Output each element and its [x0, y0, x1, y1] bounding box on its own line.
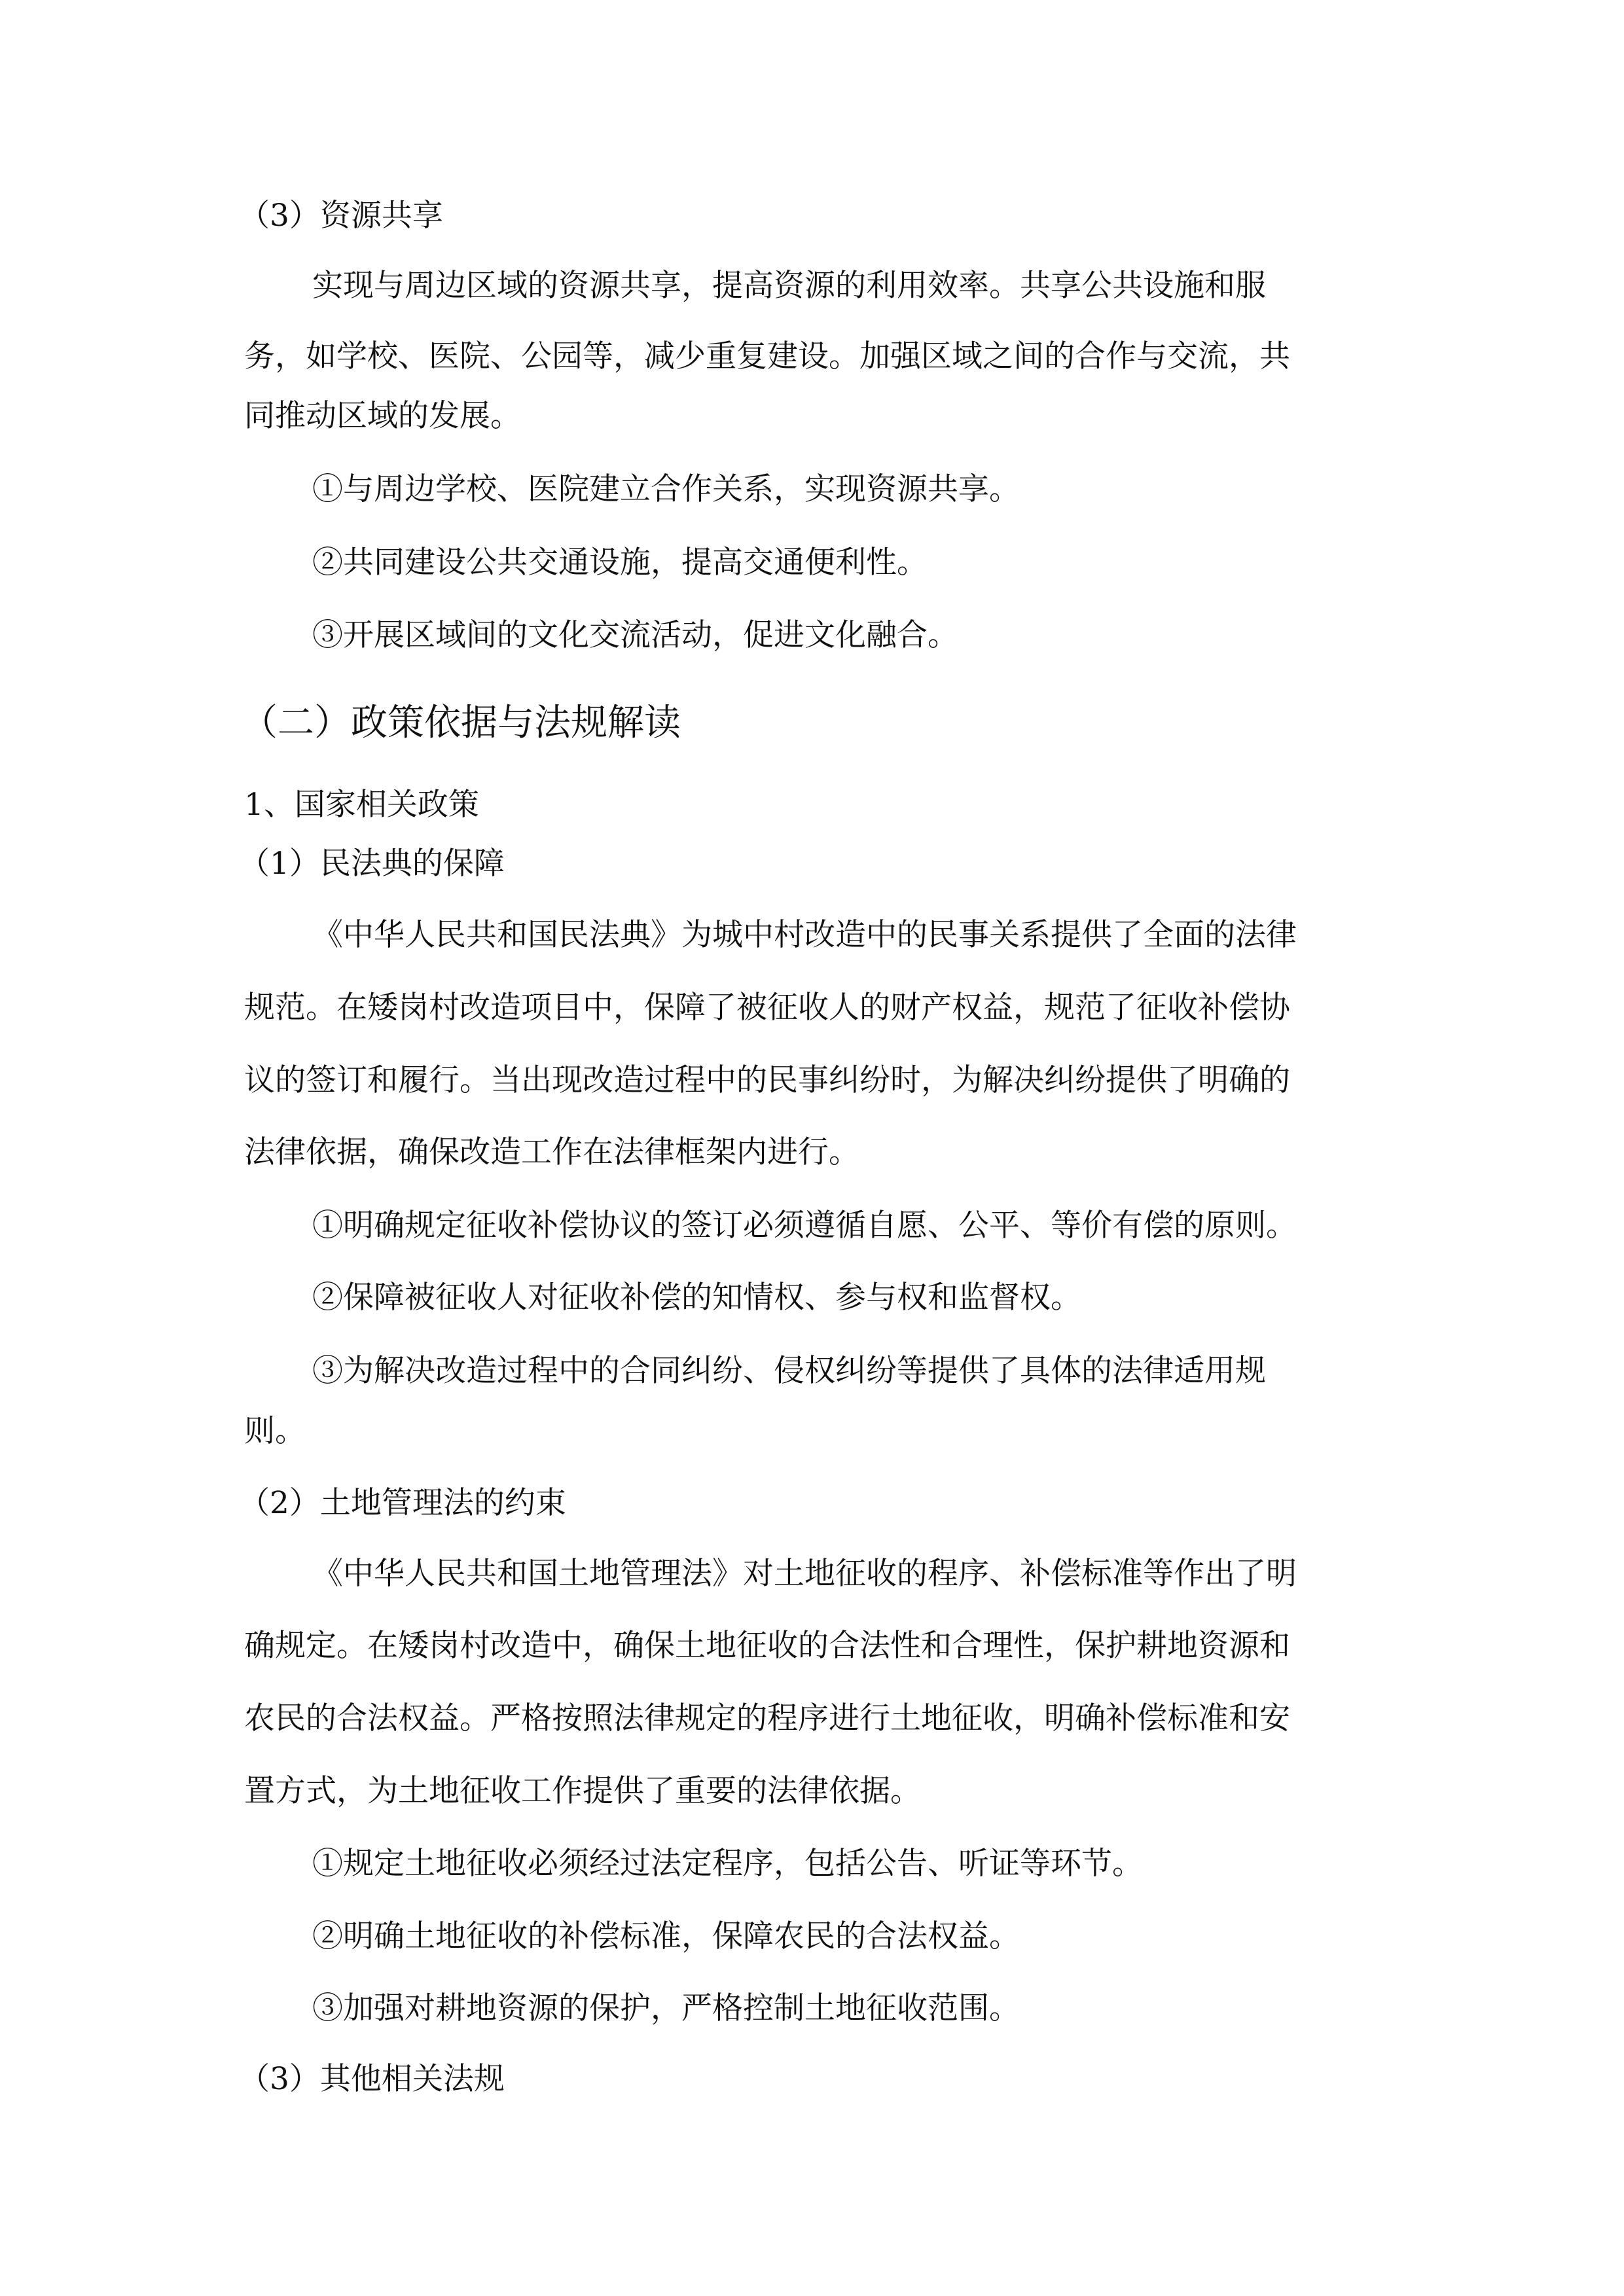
paragraph-line: 法律依据，确保改造工作在法律框架内进行。 — [244, 1134, 859, 1170]
paragraph-line: 规范。在矮岗村改造项目中，保障了被征收人的财产权益，规范了征收补偿协 — [244, 990, 1290, 1026]
subsection-title-civil-code: （1）民法典的保障 — [239, 846, 505, 882]
list-item: ①明确规定征收补偿协议的签订必须遵循自愿、公平、等价有偿的原则。 — [312, 1208, 1297, 1244]
paragraph-line: 同推动区域的发展。 — [244, 398, 521, 434]
list-item: ③为解决改造过程中的合同纠纷、侵权纠纷等提供了具体的法律适用规 — [312, 1353, 1266, 1389]
paragraph-line: 《中华人民共和国民法典》为城中村改造中的民事关系提供了全面的法律 — [312, 917, 1297, 953]
list-item: ①规定土地征收必须经过法定程序，包括公告、听证等环节。 — [312, 1846, 1143, 1882]
paragraph-line: 实现与周边区域的资源共享，提高资源的利用效率。共享公共设施和服 — [312, 268, 1266, 304]
paragraph-line: 《中华人民共和国土地管理法》对土地征收的程序、补偿标准等作出了明 — [312, 1556, 1297, 1592]
list-item: ②保障被征收人对征收补偿的知情权、参与权和监督权。 — [312, 1280, 1081, 1316]
paragraph-line: 置方式，为土地征收工作提供了重要的法律依据。 — [244, 1773, 921, 1809]
paragraph-line: 务，如学校、医院、公园等，减少重复建设。加强区域之间的合作与交流，共 — [244, 338, 1290, 374]
list-item-continuation: 则。 — [244, 1413, 306, 1449]
section-heading-policy: （二）政策依据与法规解读 — [241, 702, 681, 744]
list-item: ③开展区域间的文化交流活动，促进文化融合。 — [312, 617, 958, 653]
subsection-title-land-law: （2）土地管理法的约束 — [239, 1485, 566, 1521]
list-item: ③加强对耕地资源的保护，严格控制土地征收范围。 — [312, 1990, 1020, 2026]
list-item: ②共同建设公共交通设施，提高交通便利性。 — [312, 545, 928, 581]
list-item: ②明确土地征收的补偿标准，保障农民的合法权益。 — [312, 1918, 1020, 1954]
paragraph-line: 议的签订和履行。当出现改造过程中的民事纠纷时，为解决纠纷提供了明确的 — [244, 1062, 1290, 1098]
list-item: ①与周边学校、医院建立合作关系，实现资源共享。 — [312, 471, 1020, 507]
paragraph-line: 农民的合法权益。严格按照法律规定的程序进行土地征收，明确补偿标准和安 — [244, 1700, 1290, 1736]
subheading-national-policy: 1、国家相关政策 — [244, 787, 479, 823]
paragraph-line: 确规定。在矮岗村改造中，确保土地征收的合法性和合理性，保护耕地资源和 — [244, 1628, 1290, 1664]
subsection-title-other-regulations: （3）其他相关法规 — [239, 2061, 505, 2097]
subsection-title-resource-sharing: （3）资源共享 — [239, 198, 443, 234]
